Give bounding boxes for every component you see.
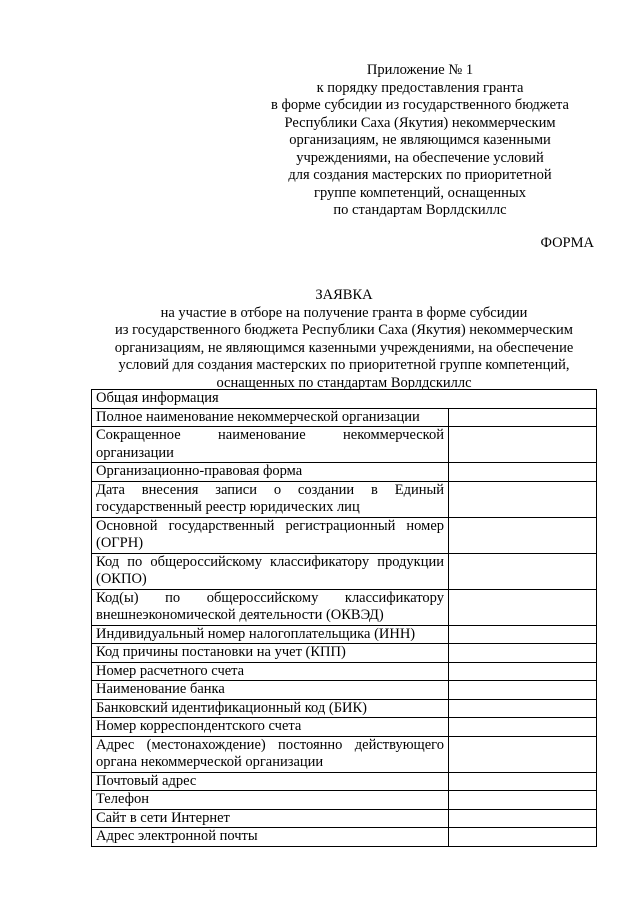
appendix-line: для создания мастерских по приоритетной (288, 167, 552, 183)
application-subtitle-line: оснащенных по стандартам Ворлдскиллс (216, 374, 472, 391)
appendix-line: группе компетенций, оснащенных (314, 184, 526, 201)
field-label: Сайт в сети Интернет (92, 809, 449, 828)
form-label: ФОРМА (540, 235, 594, 251)
table-row (92, 809, 597, 828)
application-subtitle-line: на участие в отборе на получение гранта в форме субсидии (160, 304, 528, 321)
table-row (92, 718, 597, 737)
field-label: Индивидуальный номер налогоплательщика (ИНН) (92, 625, 449, 644)
field-value-cell[interactable] (449, 736, 597, 772)
field-value-cell[interactable] (449, 681, 597, 700)
table-row (92, 553, 597, 589)
appendix-line: учреждениями, на обеспечение условий (296, 149, 544, 166)
field-label: Адрес (местонахождение) постоянно действующего органа некоммерческой организации (92, 736, 449, 772)
application-subtitle-line: из государственного бюджета Республики Саха (Якутия) некоммерческим (115, 322, 573, 338)
field-label: Наименование банка (92, 681, 449, 700)
table-row (92, 517, 597, 553)
table-row (92, 644, 597, 663)
field-label: Адрес электронной почты (92, 828, 449, 847)
field-value-cell[interactable] (449, 809, 597, 828)
field-value-cell[interactable] (449, 791, 597, 810)
field-value-cell[interactable] (449, 463, 597, 482)
table-row (92, 699, 597, 718)
field-value-cell[interactable] (449, 644, 597, 663)
table-row (92, 625, 597, 644)
field-label: Номер расчетного счета (92, 662, 449, 681)
appendix-line: организациям, не являющимся казенными (289, 132, 551, 148)
field-value-cell[interactable] (449, 553, 597, 589)
table-row (92, 589, 597, 625)
field-value-cell[interactable] (449, 699, 597, 718)
application-title: ЗАЯВКА (315, 287, 373, 303)
table-row (92, 828, 597, 847)
field-label: Организационно-правовая форма (92, 463, 449, 482)
field-label: Код причины постановки на учет (КПП) (92, 644, 449, 663)
table-row (92, 463, 597, 482)
appendix-line: по стандартам Ворлдскиллс (333, 202, 507, 218)
appendix-line: Приложение № 1 (366, 62, 474, 78)
field-value-cell[interactable] (449, 408, 597, 427)
field-label: Код(ы) по общероссийскому классификатору внешнеэкономической деятельности (ОКВЭД) (92, 589, 449, 625)
field-label: Полное наименование некоммерческой организации (92, 408, 449, 427)
application-form-table (91, 389, 597, 847)
field-value-cell[interactable] (449, 718, 597, 737)
table-row (92, 662, 597, 681)
field-label: Код по общероссийскому классификатору продукции (ОКПО) (92, 553, 449, 589)
field-label: Номер корреспондентского счета (92, 718, 449, 737)
field-value-cell[interactable] (449, 625, 597, 644)
table-row (92, 736, 597, 772)
application-subtitle-line: организациям, не являющимся казенными учреждениями, на обеспечение (114, 339, 574, 356)
field-label: Основной государственный регистрационный номер (ОГРН) (92, 517, 449, 553)
appendix-header (240, 62, 600, 220)
field-label: Почтовый адрес (92, 772, 449, 791)
table-row (92, 408, 597, 427)
field-value-cell[interactable] (449, 828, 597, 847)
table-section-header-row (92, 390, 597, 409)
field-value-cell[interactable] (449, 517, 597, 553)
table-row (92, 791, 597, 810)
appendix-line: в форме субсидии из государственного бюджета (270, 97, 569, 113)
table-row (92, 772, 597, 791)
section-header: Общая информация (92, 390, 597, 409)
field-label: Банковский идентификационный код (БИК) (92, 699, 449, 718)
appendix-line: Республики Саха (Якутия) некоммерческим (284, 114, 556, 131)
application-subtitle-line: условий для создания мастерских по приоритетной группе компетенций, (118, 357, 570, 373)
field-value-cell[interactable] (449, 427, 597, 463)
field-value-cell[interactable] (449, 772, 597, 791)
application-title-block (80, 287, 608, 392)
field-value-cell[interactable] (449, 589, 597, 625)
table-row (92, 681, 597, 700)
table-row (92, 481, 597, 517)
table-row (92, 427, 597, 463)
field-label: Телефон (92, 791, 449, 810)
field-value-cell[interactable] (449, 662, 597, 681)
appendix-line: к порядку предоставления гранта (316, 79, 524, 96)
field-label: Сокращенное наименование некоммерческой организации (92, 427, 449, 463)
field-value-cell[interactable] (449, 481, 597, 517)
field-label: Дата внесения записи о создании в Единый государственный реестр юридических лиц (92, 481, 449, 517)
